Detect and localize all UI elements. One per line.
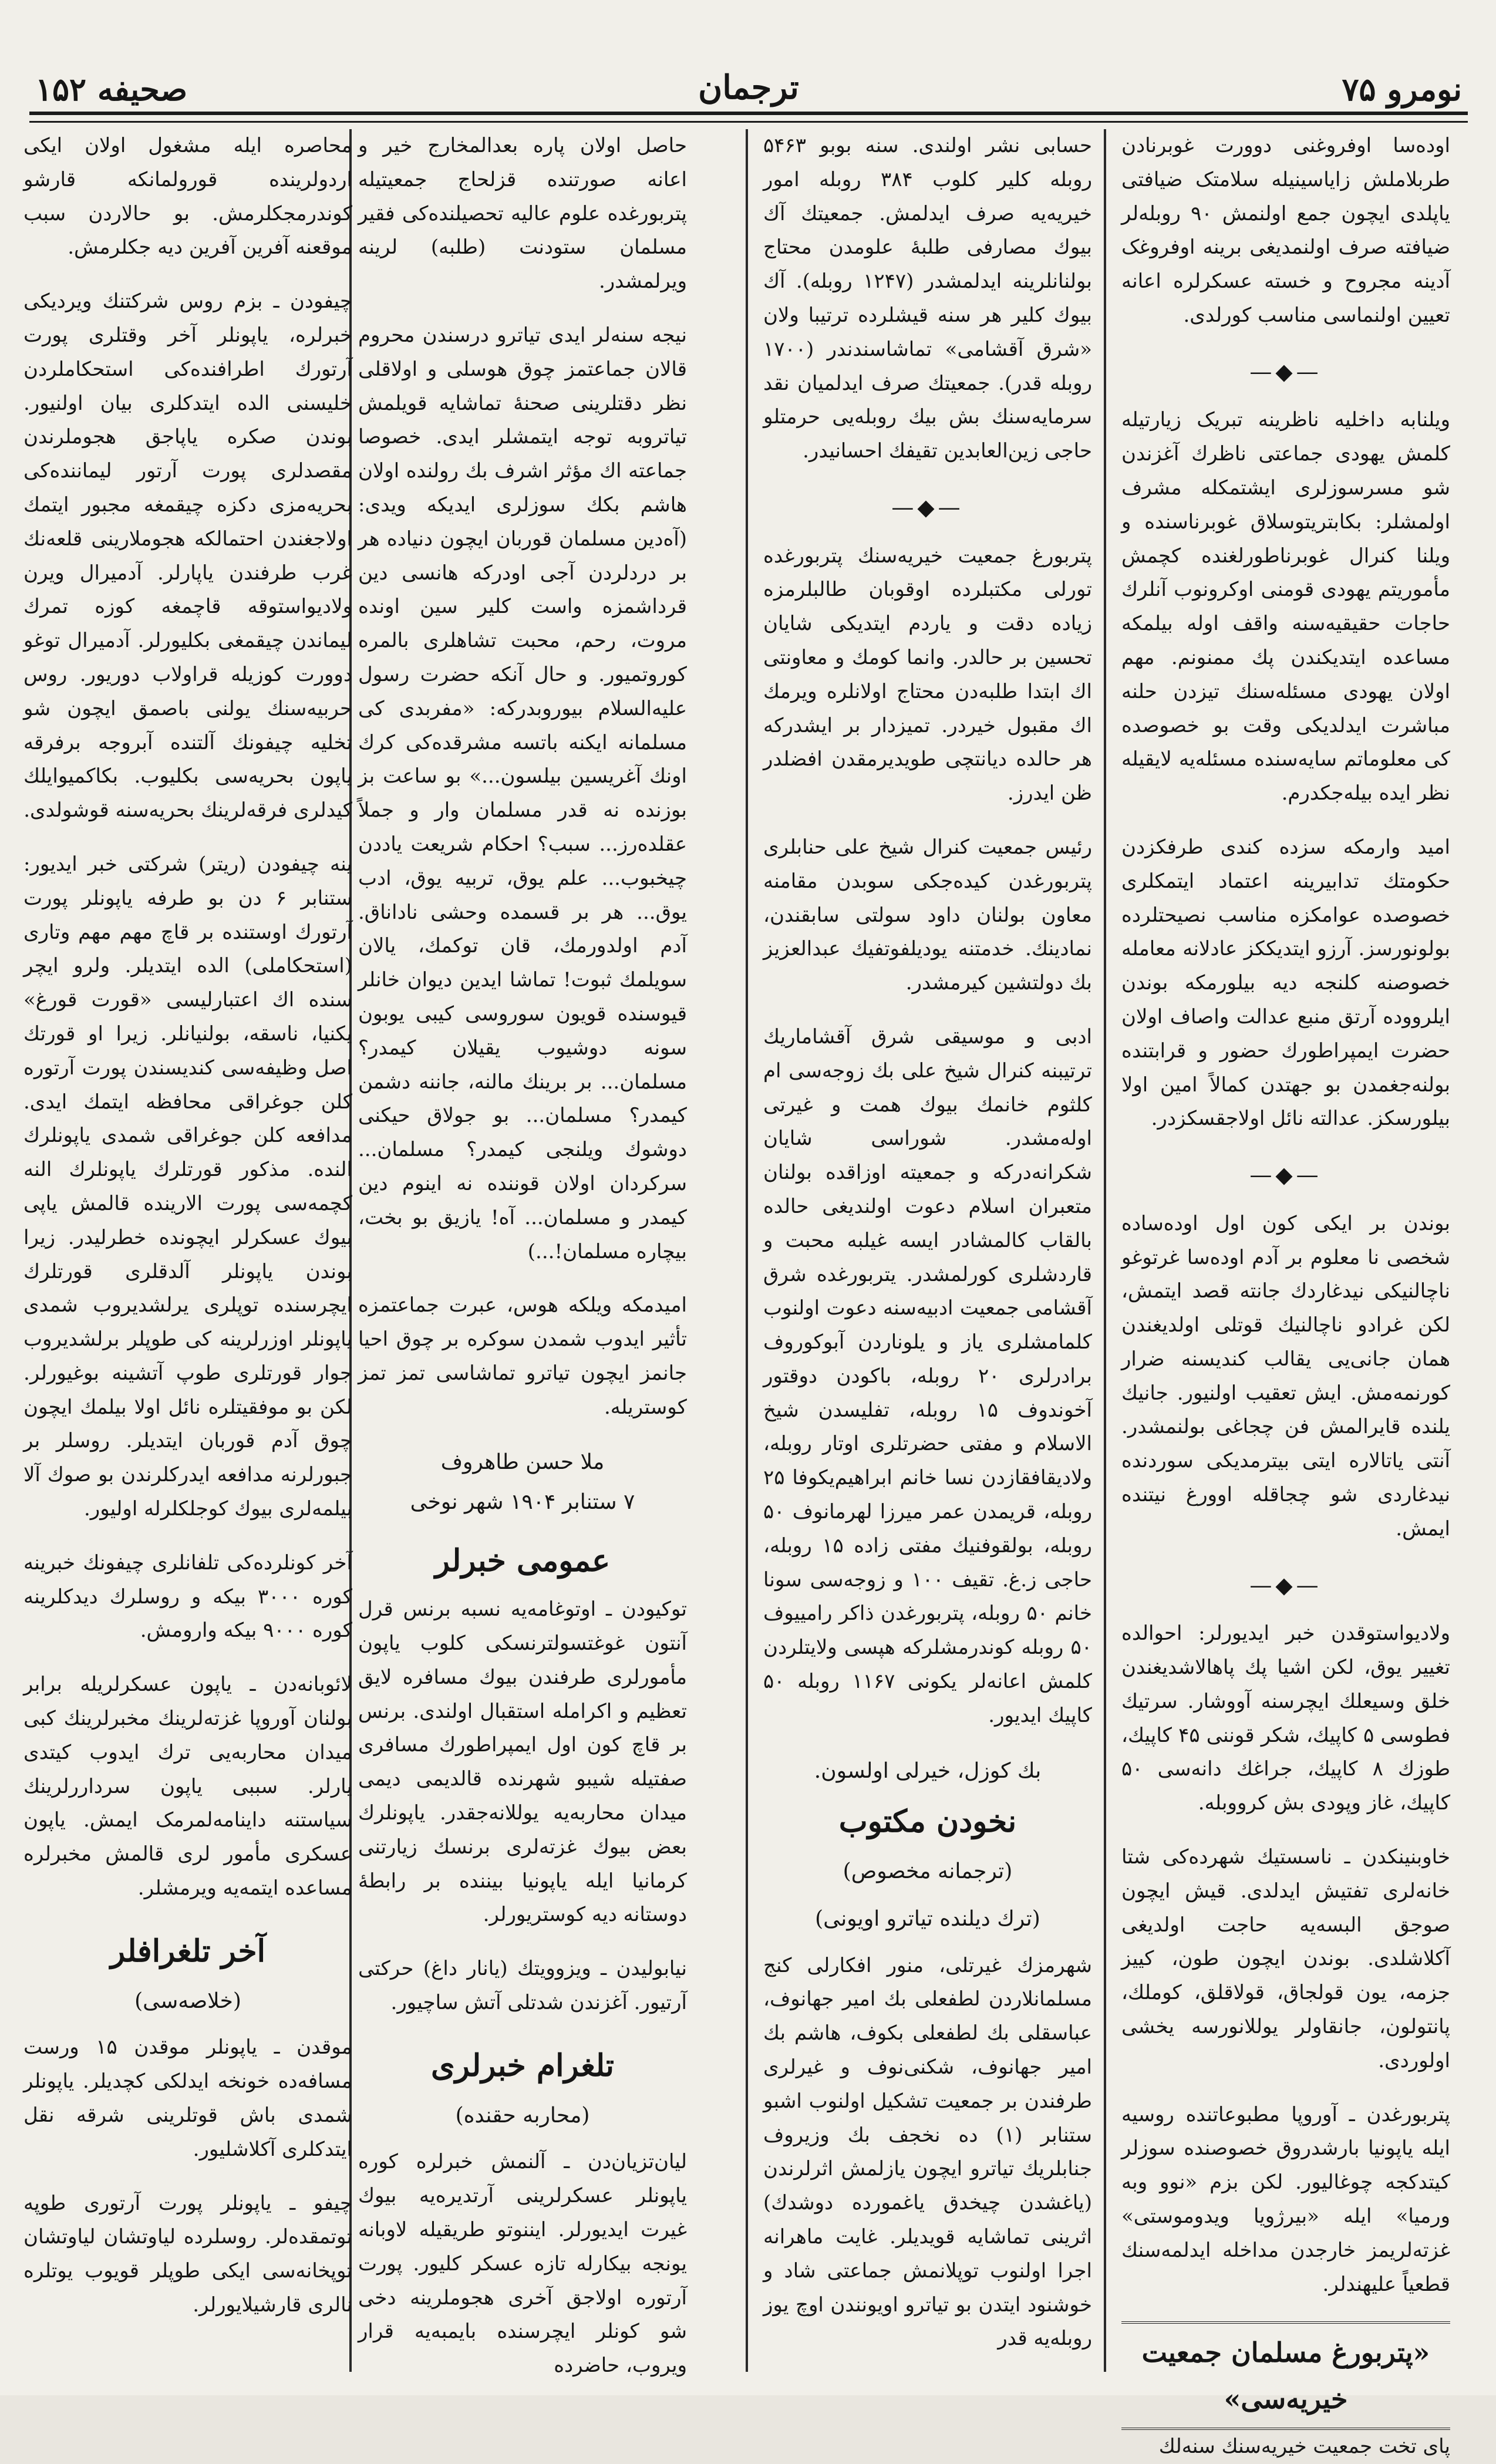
section-subheading: (ترك دیلنده تیاترو اویونی) xyxy=(815,1907,1040,1932)
article-paragraph: اوده‌سا اوفروغنی دوورت غوبرنادن طربلاملش زایاسینیله سلامتک ضیافتی یاپلدی ایچون جمع اولنمش ۹۰ روبله‌لر ضیافته صرف اولنمدیغی برینه اوفروغک آدینه مجروح و خسته عسکرلره اعانه تعیین اولنماسی مناسب کورلدی. xyxy=(1121,134,1450,327)
section-subheading: (خلاصه‌سی) xyxy=(134,1989,241,2014)
section-heading: آخر تلغرافلر xyxy=(110,1933,266,1969)
article-paragraph: موقدن ـ یاپونلر موقدن ۱۵ ورست مسافه‌ده خونخه ایدلکی کچدیلر. یاپونلر شمدی باش قوتلرینی شرقه نقل ایتدکلری آکلاشلیور. xyxy=(23,2035,352,2161)
article-paragraph: امید وارمکه سزده کندی طرفکزدن حکومتك تدابیرینه اعتماد ایتمکلری خصوصده عوامکزه مناسب نصیحتلرده بولونورسز. آرزو ایتدیککز عادلانه معامله خصوصنه کلنجه دیه بیلورمکه بوندن ایلرووده آرتق منبع عدالت واصاف اولان حضرت ایمپراطورك حضور و قرابتنده بولنه‌جغمدن بو جهتدن کمالاً امین اولا بیلورسکز. عدالته نائل اولاجقسکزدر. xyxy=(1121,835,1450,1131)
article-paragraph: نیجه سنه‌لر ایدی تیاترو درسندن محروم قالان جماعتمز چوق هوسلی و اولاقلی نظر دقتلرینی صحنهٔ تماشایه قویلمش تیاتروبه توجه ایتمشلر ایدی. خصوصا جماعته اك مؤثر اشرف بك رولنده اولان هاشم بکك سوزلری ایدیکه ویدی: (آه‌دین مسلمان قوربان ایچون دنیاده هر بر دردلردن آجی اودرکه هانسی دین قرداشمزه واست کلیر سین اونده مروت، رحم، محبت تشاهلری بالمره کوروتمیور. و حال آنکه حضرت رسول علیه‌السلام بیوروبدرکه: «مفربدی کی مسلمانه ایکنه باتسه مشرقده‌کی کرك اونك آغریسین بیلسون...» بو ساعت بز بوزنده نه قدر مسلمان وار و جملاً عقلده‌رز... سبب؟ احکام شریعت یاددن چیخبوب... علم یوق، تربیه یوق، ادب یوق... هر بر قسمده وحشی ناداناق. آدم اولدورمك، قان توکمك، یالان سویلمك ثبوت! تماشا ایدین دیوان خانلر قیوسنده قویون سوروسی کیبی یوبون سونه دوشیوب یقیلان کیمدر؟ مسلمان... بر برینك مالنه، جاننه دشمن کیمدر؟ مسلمان... بو جولاق حیکنی دوشوك ویلنجی کیمدر؟ مسلمان... سرکردان اولان قوننده نه اینوم دین کیمدر و مسلمان... آه! یازیق بو بخت، بیچاره مسلمان!...) xyxy=(358,323,687,1263)
issue-number: نومرو ۷۵ xyxy=(1342,70,1462,108)
boxed-heading: «پتربورغ مسلمان جمعیت خیریه‌سی» xyxy=(1121,2321,1450,2429)
article-paragraph: آخر کونلرده‌کی تلفانلری چیفونك خبرینه کوره ۳۰۰۰ بیکه و روسلرك دیدکلرینه کوره ۹۰۰۰ بیکه وارومش. xyxy=(23,1550,352,1643)
article-paragraph: ادبی و موسیقی شرق آقشاماریك ترتیبنه کنرال شیخ علی بك زوجه‌سی ام کلثوم خانمك بیوك همت و غیرتی اوله‌مشدر. شوراسی شایان شکرانه‌درکه و جمعیته اوزاقده بولنان متعبران اسلام دعوت اولندیغی حالده بالقاب کالمشادر ایسه غیلبه محبت و قاردشلری کورلمشدر. یتربورغده شرق آقشامی جمعیت ادبیه‌سنه دعوت اولنوب کلمامشلری یاز و یلوناردن آبوکوروف برادرلری ۲۰ روبله، باکودن دوقتور آخوندوف ۱۵ روبله، تفلیسدن شیخ الاسلام و مفتی حضرتلری اوتار روبله، ولادیقافقازدن نسا خانم ابراهیم‌یکوفا ۲۵ روبله، قریمدن عمر میرزا لهرمانوف ۵۰ روبله، بولقوفنیك مفتی زاده ۱۵ روبله، حاجی ز.غ. تقیف ۱۰۰ و زوجه‌سی سونا خانم ۵۰ روبله، پتربورغدن ذاکر رامییوف ۵۰ روبله کوندرمشلرکه هپسی ولایتلردن کلمش اعانه‌لر یکونی ۱۱۶۷ روبله ۵۰ کاپیك ایدیور. xyxy=(763,1024,1093,1727)
dateline: ۷ ستنابر ۱۹۰۴ شهر نوخی xyxy=(410,1489,635,1514)
section-heading: عمومی خبرلر xyxy=(434,1542,611,1579)
article-paragraph: حاصل اولان پاره بعدالمخارج خیر و اعانه صورتنده قزلحاج جمعیتیله پتربورغده علوم عالیه تحصیلنده‌کی فقیر مسلمان ستودنت (طلبه) لرینه ویرلمشدر. xyxy=(358,134,687,294)
article-paragraph: رئیس جمعیت کنرال شیخ علی حنابلری پتربورغدن کیده‌جکی سوبدن مقامنه معاون بولنان داود سولتی سابقندن، نمادینك. خدمتنه یودیلفوتفیك عبدالعزیز بك دولتشین کیرمشدر. xyxy=(763,835,1092,995)
column-4 xyxy=(23,129,352,2378)
article-paragraph: محاصره ایله مشغول اولان ایکی اردولرینده قورولمانکه قارشو کوندرمجکلرمش. بو حالاردن سبب موقعنه آفرین آفرین دیه جکلرمش. xyxy=(23,134,352,259)
article-paragraph: لیان‌تزیان‌دن ـ آلنمش خبرلره کوره یاپونلر عسکرلرینی آرتدیره‌یه بیوك غیرت ایدیورلر. ایننوتو طریقیله لاوبانه یونجه بیکارله تازه عسکر کلیور. پورت آرتوره اولاجق آخری هجوملرینه دخی شو کونلر ایچرسنده بایمبه‌یه قرار ویروب، حاضرده xyxy=(358,2150,687,2378)
section-divider: —◆— xyxy=(1249,1572,1322,1598)
section-divider: —◆— xyxy=(1249,358,1322,385)
article-paragraph: ویلنابه داخلیه ناظرینه تبریک زیارتیله کلمش یهودی جماعتی ناظرك آغزندن شو مسرسوزلری ایشتمکله مشرف اولمشلر: بکابتریتوسلاق غوبرناسنده و ویلنا کنرال غوبرناطورلغنده کچمش مأموریتم یهودی قومنی اوکرونوب آنلرك حاجات حقیقیه‌سنه واقف اوله بیلمکه مساعده ایتدیکندن پك ممنونم. مهم اولان یهودی مسئله‌سنك تیزدن حلنه مباشرت ایدلدیکی وقت بو خصوصده کی معلوماتم سایه‌سنده مسئله‌یه لایقیله نظر ایده بیله‌جکدرم. xyxy=(1121,408,1450,805)
section-heading: تلغرام خبرلری xyxy=(431,2047,614,2084)
newspaper-title: ترجمان xyxy=(698,68,799,107)
page-number: صحیفه ۱۵۲ xyxy=(35,70,188,108)
column-separator xyxy=(1104,129,1106,2372)
article-paragraph: امیدمکه ویلکه هوس، عبرت جماعتمزه تأثیر ایدوب شمدن سوکره بر چوق احیا جانمز ایچون تیاترو تماشاسی تمز تمز کوستریله. xyxy=(358,1293,687,1419)
column-1 xyxy=(1121,129,1451,2458)
section-divider: —◆— xyxy=(1249,1162,1322,1188)
page-header xyxy=(35,65,1462,117)
article-paragraph: حسابی نشر اولندی. سنه بوبو ۵۴۶۳ روبله کلیر کلوب ۳۸۴ روبله امور خیریه‌یه صرف ایدلمش. جمعیتك آك بیوك مصارفی طلبهٔ علومدن محتاج بولنانلرینه ایدلمشدر (۱۲۴۷ روبله). آك بیوك کلیر هر سنه قیشلرده ترتیبا ولان «شرق آقشامی» تماشاسندندر (۱۷۰۰ روبله قدر). جمعیتك صرف ایدلمیان نقد سرمایه‌سنك بش بیك روبله‌یی حرمتلو حاجی زین‌العابدین تقیفك احسانیدر. xyxy=(763,134,1092,463)
column-3 xyxy=(358,129,687,2378)
article-paragraph: شهرمزك غیرتلی، منور افکارلی کنج مسلمانلاردن لطفعلی بك امیر جهانوف، عباسقلی بك لطفعلی بکوف، هاشم بك امیر جهانوف، شکنی‌نوف و غیرلری طرفندن بر جمعیت تشکیل اولنوب اشبو ستنابر (۱) ده نخجف بك وزیروف جنابلریك تیاترو ایچون یازلمش اثرلرندن (یاغشدن چیخدق یاغمورده دوشدك) اثرینی تماشایه قویدیلر. غایت ماهرانه اجرا اولنوب توپلانمش جماعتی شاد و خوشنود ایتدن بو تیاترو اویونندن اوچ یوز روبله‌یه قدر xyxy=(763,1953,1092,2351)
article-paragraph: خاوبنینکدن ـ ناسستیك شهرده‌کی شتا خانه‌لری تفتیش ایدلدی. قیش ایچون صوجق البسه‌یه حاجت اولدیغی آکلاشلدی. بوندن ایچون طون، کییز جزمه، یون قولجاق، قولاقلق، کوملك، پانتولون، جانقاولر یوللانورسه یخشی اولوردی. xyxy=(1121,1845,1450,2072)
article-paragraph: توکیودن ـ اوتوغامه‌یه نسبه برنس قرل آنتون غوغتسولترنسکی کلوب یاپون مأمورلری طرفندن بیوك مسافره لایق تعظیم و اکرامله استقبال اولندی. برنس بر قاچ کون اول ایمپراطورك مسافری صفتیله شیبو شهرنده قالدیمی دیمی میدان محاربه‌یه یوللانه‌جقدر. یاپونلرك بعض بیوك غزته‌لری برنسك زیارتنی کرمانیا ایله یاپونیا بیننده بر رابطهٔ دوستانه دیه کوستریورلر. xyxy=(358,1597,688,1927)
header-rule xyxy=(29,112,1468,123)
column-separator xyxy=(746,129,748,2372)
article-paragraph: ینه چیفودن (ریتر) شرکتی خبر ایدیور: ستنابر ۶ دن بو طرفه یاپونلر پورت آرتورك اوستنده بر قاچ مهم مهم وتاری (استحکاملی) الده ایتدیلر. ولرو ایچر سنده اك اعتبارلیسی «قورت قورغ» یکنیا، ناسقه، بولنیانلر. زیرا او قورتك اصل وظیفه‌سی کندیسندن پورت آرتوره کلن جوغراقی محافظه ایتمك ایدی. مدافعه کلن جوغراقی شمدی یاپونلرك النده. مذکور قورتلرك یاپونلرك النه کچمه‌سی پورت الارینده قالمش یاپی بیوك عسکرلر ایچونده خطرلیدر. زیرا بوندن یاپونلر آلدقلری قورتلرك ایچرسنده توپلری یرلشدیروب شمدی یاپونلر اوزرلرینه کی طوپلر برلشدیروب جوار قورتلری طوپ آتشینه بوغیورلر. لکن بو موفقیتلره نائل اولا بیلمك ایچون چوق آدم قوربان ایتدیلر. روسلر بر جبورلرنه مدافعه ایدرکلرندن بو صوك آلا بیلمه‌لری بیوك کوجلکلرله اولیور. xyxy=(23,852,352,1521)
column-2 xyxy=(763,129,1092,2378)
article-paragraph: چیفودن ـ بزم روس شرکتنك ویردیکی خبرلره، یاپونلر آخر وقتلری پورت آرتورك اطرافنده‌کی استحکاملردن خلیسنی الده ایتدکلری بیان اولنیور. بوندن صکره یاپاجق هجوملرندن مقصدلری پورت آرتور لیماننده‌کی بحریه‌مزی دکزه چیقمغه مجبور ایتمك اولاجغندن احتمالکه هجوملارینی قلعه‌نك غرب طرفندن یاپارلر. آدمیرال ویرن ولادیواستوقه قاچمغه کوزه تمرك لیماندن چیقمغی بکلیورلر. آدمیرال توغو دوورت کوزیله قراولاب دوریور. روس حربیه‌سنك یولنی باصمق ایچون شو تخلیه چیفونك آلتنده آبروجه برفرقه یاپون بحریه‌سی بکلیوب. بکاکمیوایلك کیدلری فرقه‌لرینك بحریه‌سنه قوشولدی. xyxy=(23,289,352,823)
article-paragraph: پای تخت جمعیت خیریه‌سنك سنه‌لك xyxy=(1158,2434,1450,2458)
section-heading: نخودن مکتوب xyxy=(838,1803,1017,1839)
article-paragraph: چیفو ـ یاپونلر پورت آرتوری طوپه توتمقده‌لر. روسلرده لیاوتشان لیاوتشان توپخانه‌سی ایکی طوپلر قویوب یوتلره نالری قارشیلایورلر. xyxy=(23,2191,352,2317)
article-paragraph: نیابولیدن ـ ویزوویتك (یانار داغ) حرکتی آرتیور. آغزندن شدتلی آتش ساچیور. xyxy=(358,1957,687,2015)
article-paragraph: ولادیواستوقدن خبر ایدیورلر: احوالده تغییر یوق، لکن اشیا پك پاهالاشدیغندن خلق وسیعلك ایچرسنه آووشار. سرتیك فطوسی ۵ کاپیك، شکر قوننی ۴۵ کاپیك، طوزك ۸ کاپیك، جراغك دانه‌سی ۵۰ کاپیك، غاز وپودی بش کرووبله. xyxy=(1121,1622,1451,1815)
article-paragraph: پتربورغدن ـ آوروپا مطبوعاتنده روسیه ایله یاپونیا بارشدروق خصوصنده سوزلر کیتدکجه چوغالیور. لکن بزم «نوو وبه ورمیا» ایله «بیرژویا ویدوموستی» غزته‌لریمز خارجدن مداخله ایدلمه‌سنك قطعیاً علیهندلر. xyxy=(1121,2102,1450,2296)
article-paragraph: بوندن بر ایکی کون اول اوده‌ساده شخصی نا معلوم بر آدم اوده‌سا غرتوغو ناچالنیکی نیدغاردك جانته قصد ایتمش، لکن غرادو ناچالنیك قوتلی اولدیغندن همان جانی‌یی یقالب کندیسنه ضرار کورنمه‌مش. ایش تعقیب اولنیور. جانیك یلنده قایرالمش فن چجاغی بولنمشدر. آنتی یاتالاره ایتی بیترمدیکی سوردنده نیدغاردی شو چجاقله اوورغ نیتنده ایمش. xyxy=(1121,1211,1450,1541)
signature-line: ملا حسن طاهروف xyxy=(440,1450,605,1475)
article-paragraph: پتربورغ جمعیت خیریه‌سنك پتربورغده تورلی مکتبلرده اوقوبان طالبلرمزه زیاده دقت و یاردم ایتدیکی شایان تحسین بر حالدر. وانما کومك و معاونتی اك ابتدا طلبه‌دن محتاج اولانلره ویرمك اك مقبول خیردر. تمیزدار بر ایشدرکه هر حالده دیانتچی طویدیرمقدن افضلدر ظن ایدرز. xyxy=(763,544,1092,805)
section-divider: —◆— xyxy=(891,494,964,520)
section-subheading: (ترجمانه مخصوص) xyxy=(843,1859,1013,1884)
section-subheading: (محاربه حقنده) xyxy=(455,2104,590,2128)
signature-line: بك کوزل، خیرلی اولسون. xyxy=(814,1758,1042,1783)
article-paragraph: لائوبانه‌دن ـ یاپون عسکرلریله برابر بولنان آوروپا غزته‌لرینك مخبرلرینك کبی میدان محاربه‌یی ترك ایدوب کیتدی یارلر. سببی یاپون سرداررلرینك سیاستنه داینامه‌لمرمک ایمش. یاپون عسکری مأمور لری قالمش مخبرلره مساعده ایتمه‌یه ویرمشلر. xyxy=(23,1673,352,1900)
